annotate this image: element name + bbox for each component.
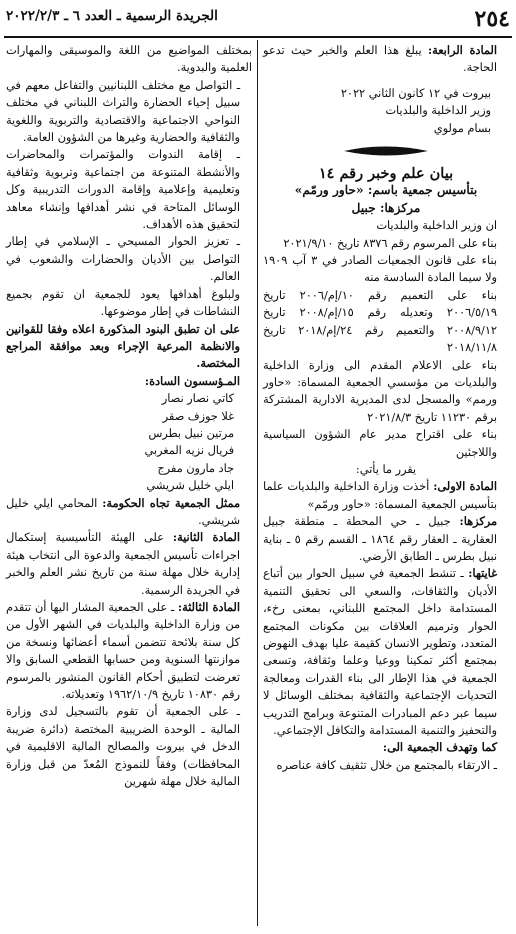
signature-name: بسام مولوي xyxy=(433,121,491,135)
preamble-decree: بناء على المرسوم رقم ٨٣٧٦ تاريخ ٢٠٢١/٩/١٠ xyxy=(283,236,497,250)
founder-name: فريال نزيه المغربي xyxy=(144,444,234,458)
article-three: المادة الثالثة: ـ على الجمعية المشار اليها أن تتقدم من وزارة الداخلية والبلديات في الشهر الأول من كل سنة بلائحة تتضمن أسماء أعضائها ونسخة من موازنتها السنوية ومن حسابها القطعي السابق والا تعرضت لتطبيق أحكام القانون المنشور بالمرسوم رقم ١٠٨٣٠ تاريخ ١٩٦٢/١٠/٩ وتعديلاته. xyxy=(6,600,240,702)
column-divider xyxy=(257,40,258,926)
aim-item: ـ إقامة الندوات والمؤتمرات والمحاضرات والأنشطة المتنوعة من اجتماعية وتربوية وثقافية وتعليمية وإعلامية وإقامة الدورات التدريبية وكل الوسائل المتاحة في نشر أهدافها وإنشاء معاهد لتحقيق هذه الأهداف. xyxy=(6,148,240,232)
aims-heading: كما وتهدف الجمعية الى: xyxy=(382,740,497,755)
founder-name: ايلي خليل شريشي xyxy=(146,479,234,493)
founder-name: جاد مارون مفرج xyxy=(157,461,234,475)
founder-name: مرتين نبيل بطرس xyxy=(148,426,234,440)
header-rule xyxy=(4,36,512,38)
aim-item: ـ تعزيز الحوار المسيحي ـ الإسلامي في إطار التواصل بين الأديان والحضارات والشعوب في العالم. xyxy=(6,235,240,284)
aim-continuation: بمختلف المواضيع من اللغة والموسيقى والمهارات العلمية والبدوية. xyxy=(6,44,252,75)
right-column xyxy=(263,42,509,774)
activities-clause: ولبلوغ أهدافها يعود للجمعية ان تقوم بجميع النشاطات في إطار موضوعها. xyxy=(6,287,240,319)
goals: غايتها: ـ تنشط الجمعية في سبيل الحوار بين أتباع الأديان والثقافات، والسعي الى تحقيق التنمية المستدامة داخل المجتمع اللبناني، بمعنى رخء، الحوار وترميم العلاقات بين مكونات المجتمع المتعدد، وتطوير الانسان كقيمة عليا بهدف النهوض بمجتمع أكثر تمكينا ووعيا وعلما وثقافة، وتسعى الجمعية في هذا الإطار الى بناء القدرات ومعالجة التحديات الإجتماعية والثقافية بمختلف الوسائل لا سيما عبر دعم المبادرات المتنوعة وبرامج التدريب والتحفيز والتنمية المستدامة والتكافل الإجتماعي. xyxy=(263,566,497,738)
article-one: المادة الاولى: أخذت وزارة الداخلية والبلديات علما بتأسيس الجمعية المسماة: «حاور ورمّم» xyxy=(263,479,497,511)
ornament-divider-icon xyxy=(344,145,428,157)
headquarters: مركزها: جبيل ـ حي المحطة ـ منطقة جبيل العقارية ـ العقار رقم ١٨٦٤ ـ القسم رقم ٥ ـ بناية نبيل بطرس ـ الطابق الأرضي. xyxy=(263,514,497,563)
running-head: الجريدة الرسمية ـ العدد ٦ ـ ٢٠٢٢/٢/٣ xyxy=(6,8,218,24)
signature-block xyxy=(263,85,509,137)
signature-title: وزير الداخلية والبلديات xyxy=(385,104,491,118)
founder-name: كاتي نصار نصار xyxy=(161,392,234,406)
notice-title: بيان علم وخبر رقم ١٤ xyxy=(318,165,454,183)
preamble-minister: ان وزير الداخلية والبلديات xyxy=(376,219,497,233)
founders-heading: المـؤسسون السادة: xyxy=(144,373,240,388)
page-number: ٢٥٤ xyxy=(474,6,510,32)
left-column xyxy=(6,42,252,790)
article-four: المادة الرابعة: يبلغ هذا العلم والخبر حيث تدعو الحاجة. xyxy=(263,43,497,75)
signature-date: بيروت في ١٢ كانون الثاني ٢٠٢٢ xyxy=(340,86,491,100)
compliance-clause: على ان تطبق البنود المذكورة اعلاه وفقا للقوانين والانظمة المرعية الإجراء وبعد موافقة المراجع المختصة. xyxy=(6,321,240,371)
preamble-law: بناء على قانون الجمعيات الصادر في ٣ آب ١٩٠٩ ولا سيما المادة السادسة منه xyxy=(263,254,497,285)
founder-name: غلا جوزف صقر xyxy=(162,409,234,423)
government-representative: ممثل الجمعية تجاه الحكومة: المحامي ايلي خليل شريشي. xyxy=(6,495,240,527)
founders-list xyxy=(6,390,252,494)
aim-item: ـ التواصل مع مختلف اللبنانيين والتفاعل معهم في سبيل إحياء الحضارة والتراث اللبناني في مختلف النواحي الاجتماعية والاقتصادية والتربوية واللغوية والثقافية والحضارية وغيرها من الشؤون العامة. xyxy=(6,78,240,145)
article-four-text: يبلغ هذا العلم والخبر حيث تدعو الحاجة. xyxy=(263,44,497,75)
preamble-circulars: بناء على التعميم رقم ١٠/إم/٢٠٠٦ تاريخ ٢٠٠٦/٥/١٩ وتعديله رقم ١٥/إم/٢٠٠٨ تاريخ ٢٠٠٨/٩/١٢ والتعميم رقم ٢٤/إم/٢٠١٨ تاريخ ٢٠١٨/١١/٨ xyxy=(263,288,497,355)
preamble-notification: بناء على الاعلام المقدم الى وزارة الداخلية والبلديات من مؤسسي الجمعية المسماة: «حاور ورمم» والمسجل لدى المديرية الادارية المشتركة برقم ١١٢٣٠ تاريخ ٢٠٢١/٨/٣ xyxy=(263,358,497,424)
aim-item: ـ الارتقاء بالمجتمع من خلال تثقيف كافة عناصره xyxy=(276,758,497,772)
decides-heading: يقرر ما يأتي: xyxy=(355,462,417,476)
preamble-proposal: بناء على اقتراح مدير عام الشؤون السياسية واللاجئين xyxy=(263,428,497,459)
notice-subtitle: بتأسيس جمعية باسم: «حاور ورمّم» xyxy=(294,183,478,198)
notice-center: مركزها: جبيل xyxy=(351,200,421,215)
page-header xyxy=(0,0,516,38)
article-two: المادة الثانية: على الهيئة التأسيسية إستكمال اجراءات تأسيس الجمعية والدعوة الى انتخاب هيئة إدارية خلال مهلة سنة من تاريخ نشر العلم والخبر في الجريدة الرسمية. xyxy=(6,530,240,597)
article-three-tax: ـ على الجمعية أن تقوم بالتسجيل لدى وزارة المالية ـ الوحدة الضريبية المختصة (دائرة ضريبة الدخل في بيروت والمصالح المالية الاقليمية في المحافظات) وفقاً للنموذج المُعدّ من قبل وزارة المالية خلال مهلة شهرين xyxy=(6,705,240,789)
